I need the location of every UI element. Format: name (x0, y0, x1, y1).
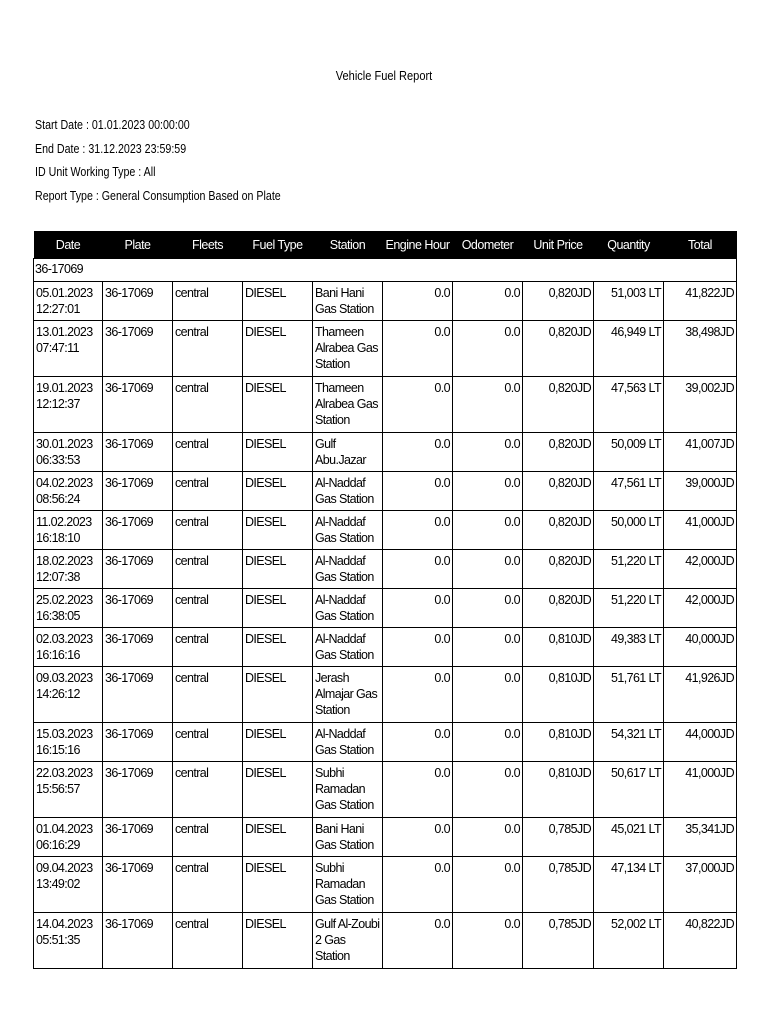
time-value: 16:16:16 (36, 648, 80, 662)
engine-hour-cell: 0.0 (383, 511, 453, 550)
plate-cell: 36-17069 (103, 723, 173, 762)
date-cell (34, 321, 103, 377)
date-cell (34, 377, 103, 433)
fleet-cell: central (173, 913, 243, 969)
date-value: 09.04.2023 (36, 861, 93, 875)
unit-price-cell: 0,785JD (523, 857, 594, 913)
table-row (34, 857, 737, 913)
fleet-cell: central (173, 550, 243, 589)
total-cell: 42,000JD (664, 589, 737, 628)
fleet-cell: central (173, 667, 243, 723)
engine-hour-cell: 0.0 (383, 377, 453, 433)
date-value: 02.03.2023 (36, 632, 93, 646)
fleet-cell: central (173, 723, 243, 762)
quantity-cell: 47,561 LT (594, 472, 664, 511)
col-header-plate: Plate (103, 231, 173, 259)
plate-cell: 36-17069 (103, 913, 173, 969)
fleet-cell: central (173, 857, 243, 913)
col-header-quantity: Quantity (594, 231, 664, 259)
unit-price-cell: 0,820JD (523, 433, 594, 472)
fuel-type-cell: DIESEL (243, 321, 313, 377)
odometer-cell: 0.0 (453, 511, 523, 550)
fuel-type-cell: DIESEL (243, 762, 313, 818)
time-value: 06:33:53 (36, 453, 80, 467)
table-row (34, 762, 737, 818)
time-value: 07:47:11 (36, 341, 79, 355)
col-header-fleets: Fleets (173, 231, 243, 259)
odometer-cell: 0.0 (453, 377, 523, 433)
odometer-cell: 0.0 (453, 913, 523, 969)
station-cell: Al-Naddaf Gas Station (313, 550, 383, 589)
plate-cell: 36-17069 (103, 433, 173, 472)
date-cell (34, 628, 103, 667)
table-row (34, 550, 737, 589)
end-date: End Date : 31.12.2023 23:59:59 (35, 141, 187, 156)
engine-hour-cell: 0.0 (383, 433, 453, 472)
engine-hour-cell: 0.0 (383, 723, 453, 762)
plate-cell: 36-17069 (103, 282, 173, 321)
fleet-cell: central (173, 377, 243, 433)
fuel-type-cell: DIESEL (243, 818, 313, 857)
engine-hour-cell: 0.0 (383, 818, 453, 857)
date-value: 25.02.2023 (36, 593, 93, 607)
col-header-total: Total (664, 231, 737, 259)
report-title: Vehicle Fuel Report (335, 68, 433, 83)
station-cell: Subhi Ramadan Gas Station (313, 857, 383, 913)
plate-cell: 36-17069 (103, 762, 173, 818)
fleet-cell: central (173, 818, 243, 857)
fuel-type-cell: DIESEL (243, 913, 313, 969)
table-row (34, 472, 737, 511)
quantity-cell: 45,021 LT (594, 818, 664, 857)
date-cell (34, 762, 103, 818)
date-cell (34, 433, 103, 472)
station-cell: Bani Hani Gas Station (313, 282, 383, 321)
odometer-cell: 0.0 (453, 818, 523, 857)
quantity-cell: 46,949 LT (594, 321, 664, 377)
date-value: 13.01.2023 (36, 325, 93, 339)
time-value: 14:26:12 (36, 687, 80, 701)
time-value: 16:18:10 (36, 531, 80, 545)
station-cell: Al-Naddaf Gas Station (313, 628, 383, 667)
quantity-cell: 54,321 LT (594, 723, 664, 762)
col-header-engine-hour: Engine Hour (383, 231, 453, 259)
engine-hour-cell: 0.0 (383, 550, 453, 589)
total-cell: 37,000JD (664, 857, 737, 913)
plate-cell: 36-17069 (103, 511, 173, 550)
odometer-cell: 0.0 (453, 282, 523, 321)
unit-price-cell: 0,820JD (523, 321, 594, 377)
total-cell: 41,007JD (664, 433, 737, 472)
quantity-cell: 50,617 LT (594, 762, 664, 818)
fleet-cell: central (173, 589, 243, 628)
total-cell: 42,000JD (664, 550, 737, 589)
engine-hour-cell: 0.0 (383, 282, 453, 321)
station-cell: Thameen Alrabea Gas Station (313, 377, 383, 433)
date-value: 04.02.2023 (36, 476, 93, 490)
engine-hour-cell: 0.0 (383, 667, 453, 723)
table-header-row (34, 231, 737, 259)
time-value: 06:16:29 (36, 838, 80, 852)
date-value: 05.01.2023 (36, 286, 93, 300)
col-header-fuel-type: Fuel Type (243, 231, 313, 259)
date-value: 30.01.2023 (36, 437, 93, 451)
date-cell (34, 723, 103, 762)
fleet-cell: central (173, 511, 243, 550)
station-cell: Al-Naddaf Gas Station (313, 589, 383, 628)
unit-price-cell: 0,785JD (523, 818, 594, 857)
date-value: 19.01.2023 (36, 381, 93, 395)
plate-cell: 36-17069 (103, 472, 173, 511)
quantity-cell: 47,563 LT (594, 377, 664, 433)
time-value: 13:49:02 (36, 877, 80, 891)
date-cell (34, 589, 103, 628)
time-value: 16:15:16 (36, 743, 80, 757)
col-header-unit-price: Unit Price (523, 231, 594, 259)
fuel-type-cell: DIESEL (243, 433, 313, 472)
odometer-cell: 0.0 (453, 667, 523, 723)
quantity-cell: 51,761 LT (594, 667, 664, 723)
odometer-cell: 0.0 (453, 321, 523, 377)
unit-price-cell: 0,810JD (523, 762, 594, 818)
engine-hour-cell: 0.0 (383, 762, 453, 818)
table-row (34, 282, 737, 321)
unit-price-cell: 0,820JD (523, 282, 594, 321)
total-cell: 38,498JD (664, 321, 737, 377)
group-label: 36-17069 (34, 259, 737, 282)
unit-price-cell: 0,785JD (523, 913, 594, 969)
fleet-cell: central (173, 282, 243, 321)
station-cell: Thameen Alrabea Gas Station (313, 321, 383, 377)
fuel-type-cell: DIESEL (243, 667, 313, 723)
time-value: 08:56:24 (36, 492, 80, 506)
unit-price-cell: 0,820JD (523, 377, 594, 433)
plate-cell: 36-17069 (103, 667, 173, 723)
fleet-cell: central (173, 321, 243, 377)
quantity-cell: 50,009 LT (594, 433, 664, 472)
plate-cell: 36-17069 (103, 377, 173, 433)
total-cell: 41,000JD (664, 511, 737, 550)
quantity-cell: 49,383 LT (594, 628, 664, 667)
table-row (34, 818, 737, 857)
station-cell: Subhi Ramadan Gas Station (313, 762, 383, 818)
table-row (34, 589, 737, 628)
date-value: 14.04.2023 (36, 917, 93, 931)
start-date: Start Date : 01.01.2023 00:00:00 (35, 117, 190, 132)
time-value: 12:27:01 (36, 302, 80, 316)
date-cell (34, 511, 103, 550)
quantity-cell: 51,220 LT (594, 589, 664, 628)
unit-price-cell: 0,810JD (523, 667, 594, 723)
unit-price-cell: 0,820JD (523, 511, 594, 550)
fuel-type-cell: DIESEL (243, 511, 313, 550)
odometer-cell: 0.0 (453, 628, 523, 667)
time-value: 12:12:37 (36, 397, 80, 411)
date-cell (34, 667, 103, 723)
total-cell: 44,000JD (664, 723, 737, 762)
engine-hour-cell: 0.0 (383, 321, 453, 377)
unit-price-cell: 0,820JD (523, 550, 594, 589)
total-cell: 39,002JD (664, 377, 737, 433)
report-type: Report Type : General Consumption Based on Plate (35, 188, 281, 203)
unit-price-cell: 0,810JD (523, 628, 594, 667)
total-cell: 41,822JD (664, 282, 737, 321)
total-cell: 40,000JD (664, 628, 737, 667)
odometer-cell: 0.0 (453, 762, 523, 818)
fuel-type-cell: DIESEL (243, 857, 313, 913)
time-value: 15:56:57 (36, 782, 80, 796)
station-cell: Al-Naddaf Gas Station (313, 511, 383, 550)
date-value: 15.03.2023 (36, 727, 93, 741)
plate-cell: 36-17069 (103, 818, 173, 857)
date-cell (34, 472, 103, 511)
odometer-cell: 0.0 (453, 433, 523, 472)
quantity-cell: 51,220 LT (594, 550, 664, 589)
plate-cell: 36-17069 (103, 321, 173, 377)
fuel-table (33, 231, 737, 969)
date-cell (34, 282, 103, 321)
unit-price-cell: 0,820JD (523, 472, 594, 511)
unit-price-cell: 0,820JD (523, 589, 594, 628)
unit-price-cell: 0,810JD (523, 723, 594, 762)
fuel-type-cell: DIESEL (243, 377, 313, 433)
date-value: 22.03.2023 (36, 766, 93, 780)
plate-cell: 36-17069 (103, 550, 173, 589)
station-cell: Al-Naddaf Gas Station (313, 723, 383, 762)
date-value: 01.04.2023 (36, 822, 93, 836)
time-value: 16:38:05 (36, 609, 80, 623)
total-cell: 41,000JD (664, 762, 737, 818)
col-header-odometer: Odometer (453, 231, 523, 259)
odometer-cell: 0.0 (453, 589, 523, 628)
fuel-type-cell: DIESEL (243, 550, 313, 589)
station-cell: Al-Naddaf Gas Station (313, 472, 383, 511)
date-cell (34, 857, 103, 913)
plate-cell: 36-17069 (103, 589, 173, 628)
odometer-cell: 0.0 (453, 550, 523, 589)
table-body (34, 259, 737, 969)
quantity-cell: 51,003 LT (594, 282, 664, 321)
table-row (34, 628, 737, 667)
fleet-cell: central (173, 628, 243, 667)
fuel-type-cell: DIESEL (243, 723, 313, 762)
total-cell: 39,000JD (664, 472, 737, 511)
table-row (34, 723, 737, 762)
date-value: 11.02.2023 (36, 515, 92, 529)
date-value: 09.03.2023 (36, 671, 93, 685)
fleet-cell: central (173, 762, 243, 818)
station-cell: Gulf Al-Zoubi 2 Gas Station (313, 913, 383, 969)
working-type: ID Unit Working Type : All (35, 164, 156, 179)
group-row (34, 259, 737, 282)
station-cell: Jerash Almajar Gas Station (313, 667, 383, 723)
plate-cell: 36-17069 (103, 628, 173, 667)
total-cell: 40,822JD (664, 913, 737, 969)
time-value: 12:07:38 (36, 570, 80, 584)
date-cell (34, 913, 103, 969)
total-cell: 41,926JD (664, 667, 737, 723)
table-row (34, 321, 737, 377)
fuel-type-cell: DIESEL (243, 472, 313, 511)
engine-hour-cell: 0.0 (383, 472, 453, 511)
station-cell: Gulf Abu.Jazar (313, 433, 383, 472)
col-header-station: Station (313, 231, 383, 259)
col-header-date: Date (34, 231, 103, 259)
quantity-cell: 52,002 LT (594, 913, 664, 969)
table-row (34, 511, 737, 550)
plate-cell: 36-17069 (103, 857, 173, 913)
fleet-cell: central (173, 433, 243, 472)
odometer-cell: 0.0 (453, 472, 523, 511)
fuel-type-cell: DIESEL (243, 628, 313, 667)
quantity-cell: 50,000 LT (594, 511, 664, 550)
engine-hour-cell: 0.0 (383, 857, 453, 913)
table-row (34, 667, 737, 723)
fuel-type-cell: DIESEL (243, 282, 313, 321)
total-cell: 35,341JD (664, 818, 737, 857)
table-row (34, 377, 737, 433)
table-row (34, 433, 737, 472)
quantity-cell: 47,134 LT (594, 857, 664, 913)
station-cell: Bani Hani Gas Station (313, 818, 383, 857)
engine-hour-cell: 0.0 (383, 628, 453, 667)
date-cell (34, 550, 103, 589)
odometer-cell: 0.0 (453, 723, 523, 762)
date-cell (34, 818, 103, 857)
odometer-cell: 0.0 (453, 857, 523, 913)
fleet-cell: central (173, 472, 243, 511)
fuel-type-cell: DIESEL (243, 589, 313, 628)
date-value: 18.02.2023 (36, 554, 93, 568)
table-row (34, 913, 737, 969)
engine-hour-cell: 0.0 (383, 589, 453, 628)
engine-hour-cell: 0.0 (383, 913, 453, 969)
time-value: 05:51:35 (36, 933, 80, 947)
